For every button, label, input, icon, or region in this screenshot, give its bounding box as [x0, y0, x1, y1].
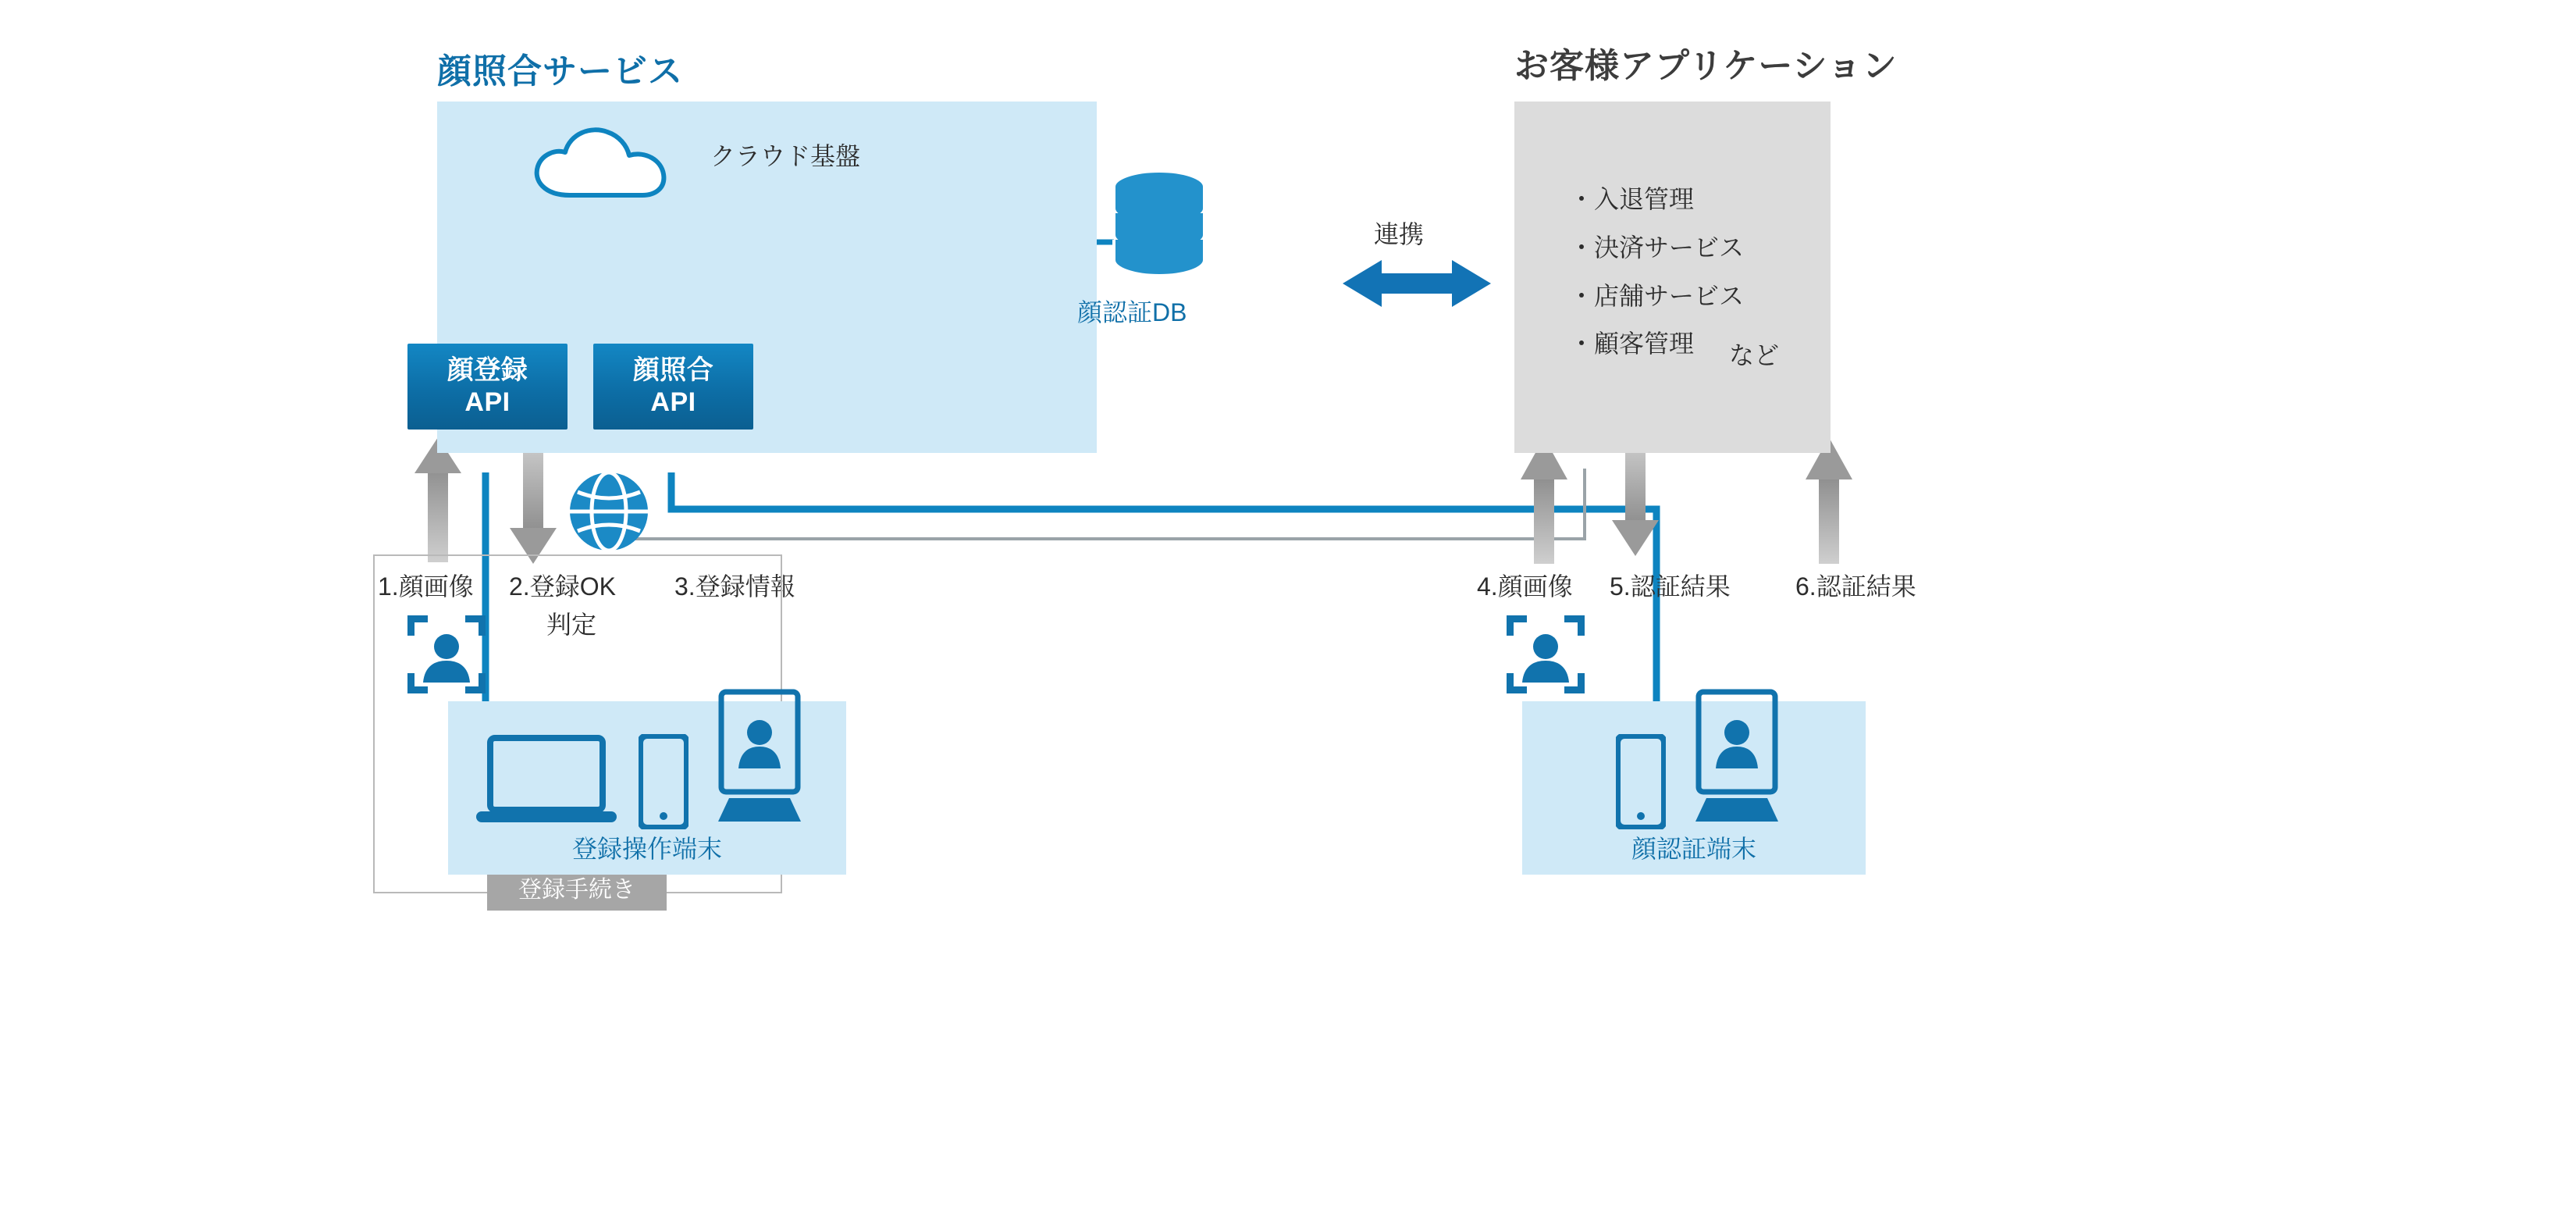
customer-feature-item: ・顧客管理 [1569, 330, 1695, 358]
flow-label-3: 3.登録情報 [674, 572, 795, 601]
link-label: 連携 [1374, 220, 1425, 248]
customer-feature-list [1569, 176, 1744, 369]
face-register-api-sub: API [464, 387, 511, 417]
face-match-api-box[interactable] [593, 344, 753, 430]
flow-label-6: 6.認証結果 [1795, 572, 1916, 601]
face-match-api-name: 顔照合 [632, 355, 714, 385]
face-terminal-icon [1694, 687, 1780, 828]
face-match-api-sub: API [650, 387, 696, 417]
customer-section-title: お客様アプリケーション [1514, 47, 1898, 85]
flow-label-2: 2.登録OK [509, 572, 616, 601]
arrow-6 [1806, 437, 1852, 564]
arrow-4 [1521, 437, 1567, 564]
double-arrow-icon [1343, 260, 1491, 307]
service-section-title: 顔照合サービス [437, 52, 683, 91]
flow-label-4: 4.顔画像 [1477, 572, 1573, 601]
database-icon [1101, 168, 1218, 281]
customer-feature-item: ・店舗サービス [1569, 281, 1745, 310]
registration-procedure-tab: 登録手続き [487, 870, 667, 911]
globe-icon [566, 469, 652, 554]
arrow-5 [1612, 437, 1659, 556]
flow-label-1: 1.顔画像 [378, 572, 474, 601]
customer-feature-item: ・決済サービス [1569, 233, 1745, 262]
cloud-label: クラウド基盤 [710, 142, 861, 170]
face-capture-icon [1507, 615, 1585, 693]
face-register-api-box[interactable] [407, 344, 568, 430]
face-register-api-name: 顔登録 [447, 355, 528, 385]
flow-label-5: 5.認証結果 [1610, 572, 1731, 601]
smartphone-icon [1616, 734, 1666, 829]
cloud-icon [527, 121, 699, 207]
customer-feature-suffix: など [1729, 341, 1780, 369]
diagram-canvas [289, 0, 2287, 1212]
arrow-1 [415, 437, 461, 562]
arrow-2 [510, 437, 557, 564]
customer-feature-item: ・入退管理 [1569, 185, 1695, 213]
database-label: 顔認証DB [1077, 298, 1187, 326]
registration-terminal-caption: 登録操作端末 [571, 835, 722, 863]
flow-label-2b: 判定 [546, 611, 597, 639]
laptop-icon [476, 730, 617, 832]
face-auth-terminal-caption: 顔認証端末 [1631, 835, 1756, 863]
face-terminal-icon [717, 687, 802, 828]
smartphone-icon [639, 734, 688, 829]
